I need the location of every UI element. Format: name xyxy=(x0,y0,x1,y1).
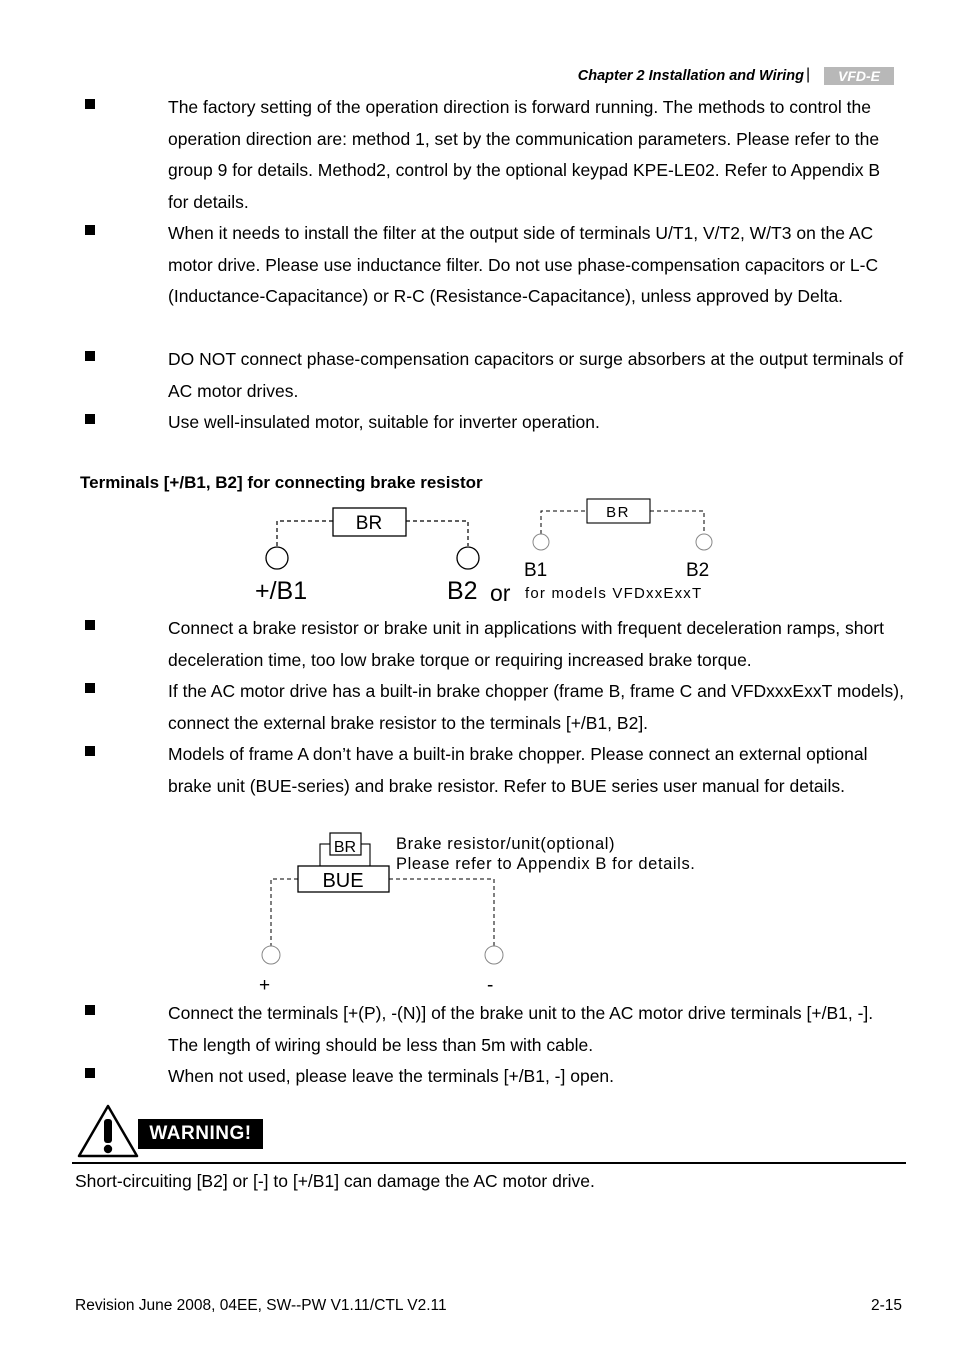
brake-resistor-diagram xyxy=(240,495,740,610)
models-note: for models VFDxxExxT xyxy=(525,585,703,602)
minus-label: - xyxy=(487,975,494,996)
terminal-b1-label: +/B1 xyxy=(255,577,308,605)
br-left-label: BR xyxy=(355,513,383,534)
br-right-label: BR xyxy=(606,504,630,521)
bullet-square xyxy=(85,683,95,693)
brake-note-line1: Brake resistor/unit(optional) xyxy=(396,835,616,853)
page-header xyxy=(540,66,900,88)
bullet-text: When it needs to install the filter at the output side of terminals U/T1, V/T2, W/T3 on the AC motor drive. Please use inductance filter. Do not use phase-compensation capacitors or L-C (Inductance-Capacitance) or R-C (Resistance-Capacitance), unless approved by Delta. xyxy=(168,223,879,306)
terminal-plus-circle xyxy=(262,946,280,964)
terminal-b2-small-circle xyxy=(696,534,712,550)
terminal-b1-small-circle xyxy=(533,534,549,550)
header-separator: | xyxy=(806,66,811,83)
brake-note-line2: Please refer to Appendix B for details. xyxy=(396,855,696,873)
bullet-text: Use well-insulated motor, suitable for inverter operation. xyxy=(168,412,600,432)
bullet-text: If the AC motor drive has a built-in brake chopper (frame B, frame C and VFDxxxExxT models), connect the external brake resistor to the terminals [+/B1, B2]. xyxy=(168,681,904,733)
bullet-square xyxy=(85,1005,95,1015)
bullet-square xyxy=(85,414,95,424)
bullet-text: Connect a brake resistor or brake unit in applications with frequent deceleration ramps, short deceleration time, too low brake torque or requiring increased brake torque. xyxy=(168,618,884,670)
bullet-text: Connect the terminals [+(P), -(N)] of the brake unit to the AC motor drive terminals [+/B1, -]. The length of wiring should be less than 5m with cable. xyxy=(168,1003,874,1055)
footer-revision: Revision June 2008, 04EE, SW--PW V1.11/CTL V2.11 xyxy=(75,1297,447,1314)
warning-text: Short-circuiting [B2] or [-] to [+/B1] can damage the AC motor drive. xyxy=(75,1171,595,1191)
or-label: or xyxy=(490,580,511,606)
page-number: 2-15 xyxy=(870,1297,902,1314)
terminal-b1-circle xyxy=(266,547,288,569)
vfd-e-logo xyxy=(824,67,894,85)
terminal-b2-label: B2 xyxy=(447,577,478,605)
chapter-title: Chapter 2 Installation and Wiring xyxy=(577,68,804,84)
bullet-text: The factory setting of the operation direction is forward running. The methods to control the operation direction are: method 1, set by the communication parameters. Please refer to the group 9 for details. Method2, control by the optional keypad KPE-LE02. Refer to Appendix B for details. xyxy=(168,97,881,212)
section-heading: Terminals [+/B1, B2] for connecting brake resistor xyxy=(80,473,483,492)
bue-label: BUE xyxy=(322,870,364,892)
br-label: BR xyxy=(333,839,357,856)
warning-badge: WARNING! xyxy=(138,1119,263,1149)
b2-label: B2 xyxy=(686,560,710,581)
warning-divider xyxy=(72,1162,906,1164)
bullet-square xyxy=(85,746,95,756)
terminal-b2-circle xyxy=(457,547,479,569)
logo-text: VFD-E xyxy=(838,68,880,84)
warning-triangle-icon xyxy=(76,1103,140,1159)
b1-label: B1 xyxy=(524,560,548,581)
bullet-text: When not used, please leave the terminals [+/B1, -] open. xyxy=(168,1066,615,1086)
bullet-square xyxy=(85,620,95,630)
terminal-minus-circle xyxy=(485,946,503,964)
bullet-text: Models of frame A don’t have a built-in brake chopper. Please connect an external optional brake unit (BUE-series) and brake resistor. Refer to BUE series user manual for details. xyxy=(168,744,868,796)
bullet-square xyxy=(85,225,95,235)
bullet-square xyxy=(85,1068,95,1078)
bullet-square xyxy=(85,99,95,109)
brake-unit-diagram xyxy=(250,828,730,998)
bullet-square xyxy=(85,351,95,361)
bullet-text: DO NOT connect phase-compensation capacitors or surge absorbers at the output terminals of AC motor drives. xyxy=(168,349,904,401)
plus-label: + xyxy=(259,975,271,996)
